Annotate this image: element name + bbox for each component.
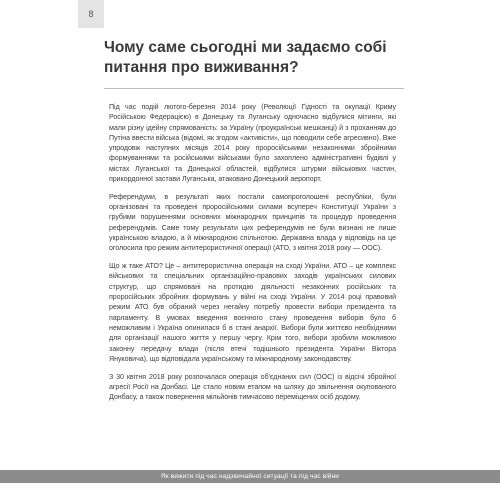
paragraph: Референдуми, в результаті яких постали самопроголошені республіки, були організовані та проведені проросійськими силами всупереч Конституції України з грубими порушеннями основних міжнародних принципів та процедур проведення референдумів. Саме тому результати цих референдумів не були визнані не лише українською владою, а й міжнародною спільнотою. Державна влада у відповідь на це оголосила про режим антитерористичної операції (АТО, з квітня 2018 року — ООС). (109, 192, 396, 253)
footer-title: Як вижити під час надзвичайної ситуації та під час війни (160, 473, 340, 480)
body-text (109, 102, 396, 410)
paragraph: Під час подій лютого-березня 2014 року (Революції Гідності та окупації Криму Російською Федерацією) в Донецьку та Луганську одночасно відбулися мітинги, які мали різну ідейну спрямованість: за Україну (проукраїнські мешканці) й з проханням до Путіна ввести війська (відомі, як згодом «активісти», що поводили себе агресивно). Вже упродовж наступних місяців 2014 року проросійськими незаконними збройними формуваннями та російськими військами було захоплено адміністративні будівлі у містах Луганської та Донецької областей, відбулися штурми військових частин, прикордонної застави Луганська, атаковано Донецький аеропорт. (109, 103, 396, 184)
paragraph: Що ж таке АТО? Це – антитерористична операція на сході України. АТО – це комплекс військових та спеціальних організаційно-правових заходів українських силових структур, що спрямовані на протидію діяльності незаконних російських та проросійських збройних формувань у війні на сході України. У 2014 році правовий режим АТО був обраний через негайну потребу провести вибори президента та парламенту. В умовах введення воєнного стану проведення виборів було б неможливим і Україна опинилася б в стані анархії. Вибори були життєво необхідними для організації нашого життя у першу чергу. Крім того, вибори зробили можливою законну передачу влади (після втечі тодішнього президента України Віктора Януковича), що відповідала українському та міжнародному законодавству. (109, 262, 396, 363)
footer-bar (0, 470, 500, 483)
section-heading: Чому саме сьогодні ми задаємо собі питання про виживання? (104, 39, 387, 76)
paragraph: З 30 квітня 2018 року розпочалася операція об'єднаних сил (ООС) із відсічі збройної агресії Росії на Донбасі. Це стало новим етапом на шляху до звільнення окупованого Донбасу, а також повернення мільйонів тимчасово переміщених осіб додому. (109, 372, 396, 402)
page-number: 8 (88, 9, 94, 19)
heading-divider (104, 88, 404, 89)
page-number-tab (78, 0, 104, 28)
